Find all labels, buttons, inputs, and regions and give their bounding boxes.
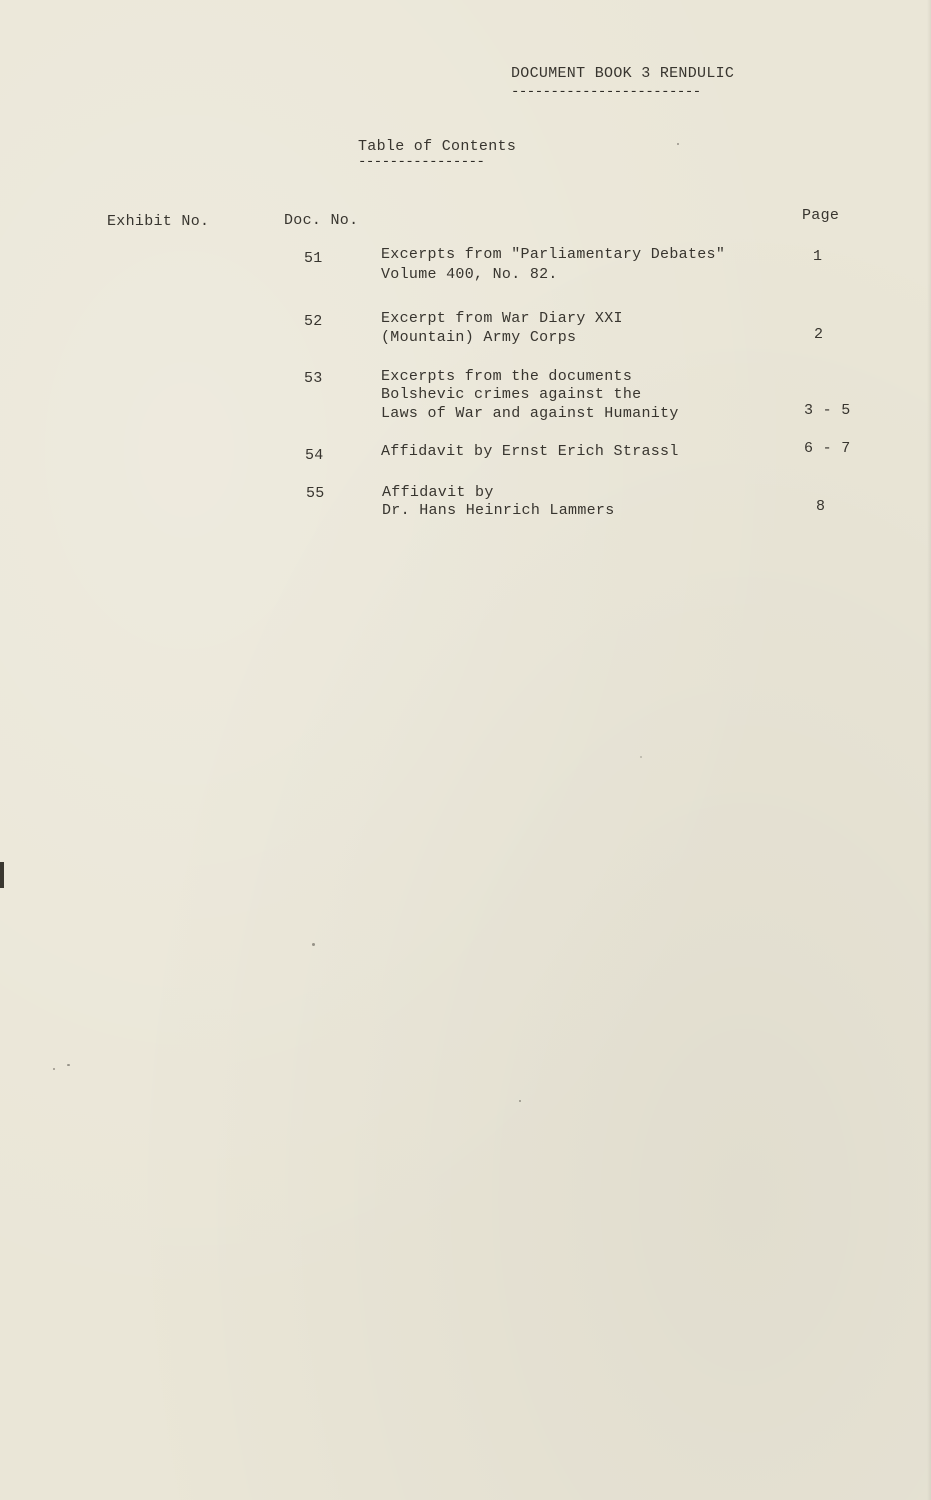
entry-description-line: Excerpts from "Parliamentary Debates" — [381, 246, 726, 263]
entry-doc-number: 52 — [304, 313, 323, 330]
column-header-doc: Doc. No. — [284, 212, 359, 229]
entry-description-line: (Mountain) Army Corps — [381, 329, 577, 346]
entry-description-line: Volume 400, No. 82. — [381, 266, 558, 283]
entry-doc-number: 51 — [304, 250, 323, 267]
entry-page: 8 — [816, 498, 826, 515]
entry-page: 3 - 5 — [804, 402, 851, 419]
entry-page: 2 — [814, 326, 824, 343]
entry-doc-number: 55 — [306, 485, 325, 502]
column-header-page: Page — [802, 207, 840, 224]
entry-doc-number: 53 — [304, 370, 323, 387]
entry-description-line: Bolshevic crimes against the — [381, 386, 642, 403]
entry-doc-number: 54 — [305, 447, 324, 464]
paper-speck — [67, 1064, 70, 1066]
entry-description-line: Affidavit by Ernst Erich Strassl — [381, 443, 679, 460]
paper-speck — [312, 943, 315, 946]
page-title: Table of Contents — [358, 138, 517, 155]
document-book-label: DOCUMENT BOOK 3 RENDULIC — [511, 65, 735, 82]
entry-description-line: Affidavit by — [382, 484, 494, 501]
paper-speck — [519, 1100, 521, 1102]
title-underline: ---------------- — [358, 154, 485, 170]
entry-description-line: Excerpt from War Diary XXI — [381, 310, 623, 327]
column-header-exhibit: Exhibit No. — [107, 213, 210, 230]
entry-description-line: Dr. Hans Heinrich Lammers — [382, 502, 615, 519]
entry-page: 6 - 7 — [804, 440, 851, 457]
paper-edge-mark — [0, 862, 4, 888]
paper-speck — [640, 756, 642, 758]
header-underline: ------------------------ — [511, 84, 701, 100]
entry-page: 1 — [813, 248, 823, 265]
entry-description-line: Excerpts from the documents — [381, 368, 633, 385]
entry-description-line: Laws of War and against Humanity — [381, 405, 679, 422]
paper-speck — [53, 1068, 55, 1070]
paper-edge-shadow — [927, 0, 931, 1500]
paper-speck — [677, 143, 679, 145]
